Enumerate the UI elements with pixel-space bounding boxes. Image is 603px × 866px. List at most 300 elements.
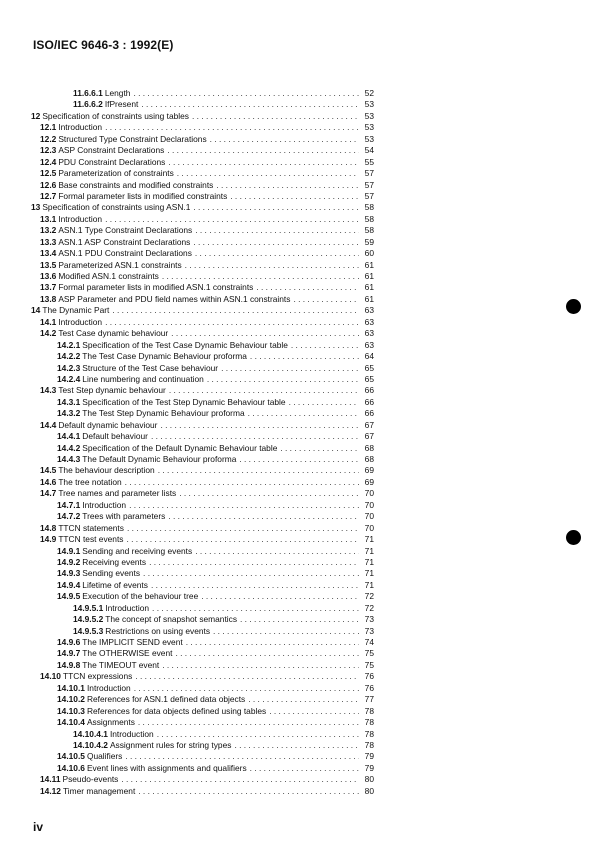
toc-entry-page: 64: [364, 351, 374, 362]
toc-entry: [31, 134, 374, 145]
toc-entry-page: 78: [364, 705, 374, 716]
toc-leader-dots: [195, 248, 359, 259]
toc-entry-title: ASN.1 PDU Constraint Declarations: [58, 248, 192, 259]
toc-entry-number: 14.2.3: [57, 362, 81, 373]
toc-entry: [31, 443, 374, 454]
toc-entry-title: The Default Dynamic Behaviour proforma: [82, 454, 237, 464]
toc-leader-dots: [201, 591, 359, 602]
toc-entry-title: Default behaviour: [82, 431, 148, 442]
toc-entry: [31, 763, 374, 774]
toc-leader-dots: [167, 145, 359, 156]
toc-entry-number: 12.4: [40, 156, 57, 167]
toc-entry: [31, 305, 374, 316]
page-header-title: ISO/IEC 9646-3 : 1992(E): [33, 38, 174, 52]
toc-entry-title: Receiving events: [82, 556, 147, 567]
toc-entry-page: 55: [364, 156, 374, 167]
toc-entry: [31, 282, 374, 293]
toc-entry: [31, 157, 374, 168]
toc-entry-page: 76: [364, 682, 374, 693]
toc-entry-title: Introduction: [58, 122, 103, 133]
toc-entry: [31, 168, 374, 179]
toc-entry-title: Structured Type Constraint Declarations: [58, 133, 207, 144]
toc-entry: [31, 454, 374, 465]
toc-entry: [31, 294, 374, 305]
toc-entry-page: 61: [364, 282, 374, 293]
toc-entry-page: 78: [364, 728, 374, 739]
toc-leader-dots: [105, 214, 359, 225]
toc-entry: [31, 511, 374, 522]
toc-entry: [31, 145, 374, 156]
toc-entry-number: 14.2.2: [57, 351, 81, 362]
toc-entry-page: 67: [364, 431, 374, 442]
toc-entry-page: 70: [364, 499, 374, 510]
toc-entry-title: Test Case dynamic behaviour: [58, 328, 169, 339]
toc-entry: [31, 202, 374, 213]
toc-entry-number: 14.10.4.1: [73, 728, 108, 739]
toc-entry: [31, 580, 374, 591]
toc-entry-title: Restrictions on using events: [105, 625, 211, 636]
toc-entry-number: 14.3.1: [57, 396, 81, 407]
toc-entry-title: The IMPLICIT SEND event: [82, 637, 183, 647]
toc-entry-title: Introduction: [109, 728, 154, 739]
toc-leader-dots: [158, 465, 359, 476]
toc-entry: [31, 191, 374, 202]
toc-entry-number: 13.6: [40, 271, 57, 281]
toc-entry-number: 14.9.3: [57, 568, 81, 579]
toc-entry-title: Lifetime of events: [82, 579, 148, 590]
toc-entry-page: 53: [364, 133, 374, 144]
toc-entry-title: Introduction: [82, 499, 127, 510]
toc-leader-dots: [105, 122, 359, 133]
toc-entry-page: 68: [364, 442, 374, 453]
toc-entry-page: 63: [364, 305, 374, 316]
toc-entry-number: 11.6.6.1: [73, 88, 103, 98]
toc-leader-dots: [280, 443, 359, 454]
toc-entry: [31, 111, 374, 122]
toc-entry: [31, 385, 374, 396]
toc-entry-number: 14.9.5.3: [73, 625, 104, 636]
toc-entry-number: 14.10.1: [57, 682, 85, 693]
toc-leader-dots: [138, 717, 359, 728]
toc-entry-number: 12.2: [40, 133, 57, 144]
toc-entry-number: 14.10.2: [57, 694, 85, 705]
toc-entry: [31, 340, 374, 351]
toc-leader-dots: [162, 271, 359, 282]
toc-leader-dots: [291, 340, 359, 351]
toc-entry-number: 14.9.6: [57, 637, 81, 647]
toc-entry-title: Introduction: [86, 682, 131, 693]
toc-entry-number: 12.7: [40, 190, 57, 201]
toc-entry-page: 75: [364, 648, 374, 659]
toc-entry-number: 14.10: [40, 671, 61, 682]
toc-entry-page: 71: [364, 579, 374, 590]
toc-entry: [31, 465, 374, 476]
toc-entry-page: 53: [364, 110, 374, 121]
toc-entry-title: Specification of the Test Step Dynamic Behaviour table: [82, 396, 286, 407]
toc-entry-page: 71: [364, 534, 374, 545]
toc-entry: [31, 488, 374, 499]
toc-entry-title: Default dynamic behaviour: [58, 419, 158, 430]
toc-entry-title: TTCN statements: [58, 522, 124, 533]
toc-entry-number: 14.9: [40, 534, 57, 545]
toc-leader-dots: [179, 488, 359, 499]
toc-entry: [31, 271, 374, 282]
toc-entry-title: The concept of snapshot semantics: [105, 614, 238, 625]
toc-leader-dots: [248, 694, 359, 705]
toc-leader-dots: [256, 282, 359, 293]
toc-entry-page: 68: [364, 454, 374, 464]
toc-leader-dots: [293, 294, 359, 305]
toc-leader-dots: [192, 111, 359, 122]
toc-entry-title: ASP Parameter and PDU field names within ASN.1 constraints: [58, 293, 291, 304]
toc-leader-dots: [157, 729, 359, 740]
toc-entry-page: 61: [364, 293, 374, 304]
bullet-mark: [566, 299, 581, 314]
toc-entry: [31, 408, 374, 419]
toc-entry: [31, 477, 374, 488]
toc-leader-dots: [240, 614, 359, 625]
toc-entry-number: 14.9.5.2: [73, 614, 104, 625]
toc-leader-dots: [175, 648, 359, 659]
toc-entry: [31, 637, 374, 648]
toc-entry: [31, 88, 374, 99]
toc-entry-page: 58: [364, 213, 374, 224]
toc-entry-number: 14.1: [40, 316, 57, 327]
toc-entry-page: 78: [364, 739, 374, 750]
toc-entry-page: 57: [364, 190, 374, 201]
toc-leader-dots: [193, 237, 359, 248]
toc-entry-number: 12.6: [40, 179, 57, 190]
toc-entry: [31, 591, 374, 602]
toc-entry-title: Sending and receiving events: [82, 545, 193, 556]
toc-entry-title: TTCN test events: [58, 534, 124, 545]
toc-entry-title: Pseudo-events: [62, 774, 119, 785]
toc-entry: [31, 431, 374, 442]
toc-entry-number: 14.9.1: [57, 545, 81, 556]
toc-leader-dots: [125, 477, 359, 488]
toc-leader-dots: [186, 637, 359, 648]
toc-entry-page: 72: [364, 602, 374, 613]
toc-leader-dots: [129, 500, 359, 511]
toc-entry-page: 59: [364, 236, 374, 247]
toc-entry-title: Formal parameter lists in modified ASN.1 constraints: [58, 282, 254, 293]
toc-entry-page: 69: [364, 476, 374, 487]
toc-entry: [31, 557, 374, 568]
toc-entry-page: 75: [364, 659, 374, 670]
toc-entry: [31, 729, 374, 740]
toc-entry-number: 13: [31, 202, 41, 213]
toc-entry-page: 71: [364, 545, 374, 556]
toc-entry-page: 67: [364, 419, 374, 430]
toc-entry-page: 53: [364, 99, 374, 110]
toc-leader-dots: [168, 511, 359, 522]
toc-leader-dots: [152, 603, 359, 614]
toc-entry-page: 61: [364, 271, 374, 281]
toc-entry-number: 13.2: [40, 225, 57, 236]
toc-entry: [31, 260, 374, 271]
toc-entry: [31, 351, 374, 362]
toc-entry-page: 61: [364, 259, 374, 270]
toc-entry: [31, 523, 374, 534]
toc-leader-dots: [221, 363, 359, 374]
toc-entry-title: The Test Case Dynamic Behaviour proforma: [82, 351, 247, 362]
toc-leader-dots: [289, 397, 359, 408]
toc-entry-page: 79: [364, 762, 374, 773]
toc-entry-title: ASN.1 Type Constraint Declarations: [58, 225, 193, 236]
toc-entry: [31, 214, 374, 225]
toc-entry-number: 14.4.2: [57, 442, 81, 453]
toc-entry-page: 76: [364, 671, 374, 682]
toc-entry-number: 14.7.2: [57, 511, 81, 522]
toc-entry-page: 73: [364, 614, 374, 625]
toc-entry: [31, 706, 374, 717]
toc-entry-number: 14.10.4.2: [73, 739, 108, 750]
toc-entry-title: Assignment rules for string types: [109, 739, 232, 750]
toc-leader-dots: [269, 706, 359, 717]
toc-entry-page: 65: [364, 373, 374, 384]
toc-leader-dots: [250, 351, 359, 362]
toc-entry: [31, 546, 374, 557]
toc-entry-number: 14.8: [40, 522, 57, 533]
toc-entry: [31, 225, 374, 236]
toc-entry: [31, 671, 374, 682]
toc-entry-number: 14.7: [40, 488, 57, 499]
toc-entry: [31, 534, 374, 545]
toc-entry-title: References for ASN.1 defined data objects: [86, 694, 246, 705]
toc-entry-page: 57: [364, 179, 374, 190]
toc-leader-dots: [149, 557, 359, 568]
toc-entry-number: 14.3: [40, 385, 57, 396]
toc-entry-number: 13.8: [40, 293, 57, 304]
toc-entry-number: 14.10.6: [57, 762, 85, 773]
toc-entry-number: 14.10.3: [57, 705, 85, 716]
toc-entry-number: 13.1: [40, 213, 57, 224]
toc-entry-page: 77: [364, 694, 374, 705]
toc-entry-title: Tree names and parameter lists: [58, 488, 177, 499]
toc-entry-title: Base constraints and modified constraints: [58, 179, 214, 190]
toc-entry-number: 13.4: [40, 248, 57, 259]
toc-entry-title: Event lines with assignments and qualifiers: [86, 762, 247, 773]
toc-entry-title: Line numbering and continuation: [82, 373, 204, 384]
toc-leader-dots: [171, 328, 359, 339]
toc-leader-dots: [210, 134, 359, 145]
toc-leader-dots: [151, 431, 359, 442]
toc-leader-dots: [127, 523, 359, 534]
toc-entry-number: 14.10.5: [57, 751, 85, 762]
toc-entry-page: 58: [364, 225, 374, 236]
toc-entry-title: Formal parameter lists in modified constraints: [58, 190, 228, 201]
toc-entry: [31, 420, 374, 431]
toc-entry-title: Modified ASN.1 constraints: [58, 271, 159, 281]
toc-entry-number: 11.6.6.2: [73, 99, 103, 110]
table-of-contents: [31, 88, 374, 797]
toc-entry: [31, 374, 374, 385]
toc-entry-page: 70: [364, 488, 374, 499]
toc-leader-dots: [143, 568, 359, 579]
toc-entry-title: ASP Constraint Declarations: [58, 145, 165, 156]
toc-entry-title: The Test Step Dynamic Behaviour proforma: [82, 408, 245, 419]
toc-entry: [31, 660, 374, 671]
toc-entry-page: 71: [364, 568, 374, 579]
toc-entry-page: 63: [364, 328, 374, 339]
toc-leader-dots: [135, 671, 359, 682]
toc-entry-page: 73: [364, 625, 374, 636]
toc-entry-title: Introduction: [105, 602, 150, 613]
toc-entry-page: 58: [364, 202, 374, 213]
toc-entry: [31, 694, 374, 705]
toc-entry-title: Sending events: [82, 568, 141, 579]
toc-leader-dots: [162, 660, 359, 671]
toc-leader-dots: [126, 534, 359, 545]
toc-entry-number: 14.4.1: [57, 431, 81, 442]
toc-entry-number: 12: [31, 110, 41, 121]
toc-entry-number: 14.9.2: [57, 556, 81, 567]
toc-entry: [31, 363, 374, 374]
toc-entry: [31, 328, 374, 339]
toc-entry-number: 13.3: [40, 236, 57, 247]
toc-entry: [31, 774, 374, 785]
toc-entry-title: Timer management: [62, 785, 136, 796]
toc-entry-number: 14.2.1: [57, 339, 81, 350]
toc-entry: [31, 648, 374, 659]
toc-entry-page: 54: [364, 145, 374, 156]
toc-entry-number: 13.7: [40, 282, 57, 293]
toc-entry-number: 14.9.5.1: [73, 602, 104, 613]
toc-entry-number: 14.3.2: [57, 408, 81, 419]
toc-entry-page: 63: [364, 316, 374, 327]
toc-entry-page: 66: [364, 408, 374, 419]
toc-leader-dots: [177, 168, 359, 179]
toc-entry: [31, 740, 374, 751]
toc-entry-title: References for data objects defined using tables: [86, 705, 267, 716]
toc-leader-dots: [141, 99, 359, 110]
toc-leader-dots: [168, 157, 359, 168]
toc-entry-number: 14.12: [40, 785, 61, 796]
toc-entry-title: Introduction: [58, 316, 103, 327]
toc-entry-number: 12.3: [40, 145, 57, 156]
toc-entry-title: Trees with parameters: [82, 511, 166, 522]
toc-entry: [31, 397, 374, 408]
toc-entry: [31, 122, 374, 133]
toc-leader-dots: [134, 683, 359, 694]
toc-entry-page: 52: [364, 88, 374, 98]
toc-entry: [31, 180, 374, 191]
toc-entry-page: 70: [364, 522, 374, 533]
toc-entry: [31, 614, 374, 625]
toc-entry-title: Specification of constraints using ASN.1: [42, 202, 191, 213]
toc-entry: [31, 786, 374, 797]
toc-leader-dots: [234, 740, 359, 751]
toc-entry-title: IfPresent: [104, 99, 139, 110]
toc-entry-title: The OTHERWISE event: [82, 648, 173, 659]
toc-entry: [31, 237, 374, 248]
toc-entry-page: 69: [364, 465, 374, 476]
toc-entry-title: Assignments: [86, 717, 135, 728]
toc-entry-title: Parameterization of constraints: [58, 168, 174, 179]
toc-entry-number: 14.9.8: [57, 659, 81, 670]
toc-leader-dots: [121, 774, 359, 785]
toc-leader-dots: [216, 180, 359, 191]
toc-entry: [31, 568, 374, 579]
toc-entry-number: 14.9.4: [57, 579, 81, 590]
toc-entry-page: 65: [364, 362, 374, 373]
toc-leader-dots: [160, 420, 359, 431]
toc-entry-number: 12.5: [40, 168, 57, 179]
toc-entry: [31, 717, 374, 728]
toc-entry-title: TTCN expressions: [62, 671, 133, 682]
toc-entry-title: Execution of the behaviour tree: [82, 591, 199, 602]
toc-entry-number: 12.1: [40, 122, 57, 133]
toc-entry-number: 14.7.1: [57, 499, 81, 510]
toc-leader-dots: [151, 580, 359, 591]
toc-entry-title: Length: [104, 88, 131, 98]
toc-entry-number: 14.11: [40, 774, 61, 785]
toc-leader-dots: [239, 454, 359, 465]
toc-entry-title: Specification of constraints using tables: [42, 110, 189, 121]
toc-entry-title: PDU Constraint Declarations: [58, 156, 166, 167]
toc-entry-title: Specification of the Test Case Dynamic Behaviour table: [82, 339, 288, 350]
toc-entry: [31, 248, 374, 259]
toc-entry-number: 13.5: [40, 259, 57, 270]
toc-entry-page: 80: [364, 774, 374, 785]
toc-entry-title: The tree notation: [58, 476, 122, 487]
toc-entry-page: 57: [364, 168, 374, 179]
toc-entry-page: 70: [364, 511, 374, 522]
toc-entry-title: Specification of the Default Dynamic Behaviour table: [82, 442, 278, 453]
toc-entry-number: 14.5: [40, 465, 57, 476]
toc-entry-number: 14.6: [40, 476, 57, 487]
page-number: iv: [33, 820, 44, 834]
toc-entry-title: The TIMEOUT event: [82, 659, 160, 670]
toc-entry-title: Introduction: [58, 213, 103, 224]
toc-entry-page: 72: [364, 591, 374, 602]
toc-entry-page: 66: [364, 385, 374, 396]
toc-leader-dots: [169, 385, 359, 396]
toc-leader-dots: [138, 786, 359, 797]
toc-entry: [31, 626, 374, 637]
toc-entry-page: 66: [364, 396, 374, 407]
toc-entry: [31, 500, 374, 511]
toc-entry-number: 14: [31, 305, 41, 316]
toc-entry-page: 71: [364, 556, 374, 567]
toc-entry-title: ASN.1 ASP Constraint Declarations: [58, 236, 191, 247]
toc-leader-dots: [105, 317, 359, 328]
toc-entry-number: 14.10.4: [57, 717, 85, 728]
toc-entry-number: 14.2.4: [57, 373, 81, 384]
toc-leader-dots: [213, 626, 359, 637]
toc-entry-number: 14.9.5: [57, 591, 81, 602]
bullet-mark: [566, 530, 581, 545]
toc-entry-title: Parameterized ASN.1 constraints: [58, 259, 182, 270]
toc-entry-page: 63: [364, 339, 374, 350]
toc-leader-dots: [230, 191, 359, 202]
toc-leader-dots: [185, 260, 359, 271]
toc-leader-dots: [195, 225, 359, 236]
toc-entry: [31, 683, 374, 694]
toc-entry: [31, 99, 374, 110]
toc-leader-dots: [195, 546, 359, 557]
toc-entry-page: 53: [364, 122, 374, 133]
toc-entry-page: 79: [364, 751, 374, 762]
toc-entry-title: The Dynamic Part: [42, 305, 110, 316]
toc-entry-page: 80: [364, 785, 374, 796]
toc-leader-dots: [207, 374, 359, 385]
toc-entry-page: 74: [364, 637, 374, 647]
toc-entry-title: The behaviour description: [58, 465, 155, 476]
toc-entry: [31, 317, 374, 328]
toc-leader-dots: [250, 763, 359, 774]
toc-entry-title: Structure of the Test Case behaviour: [82, 362, 219, 373]
